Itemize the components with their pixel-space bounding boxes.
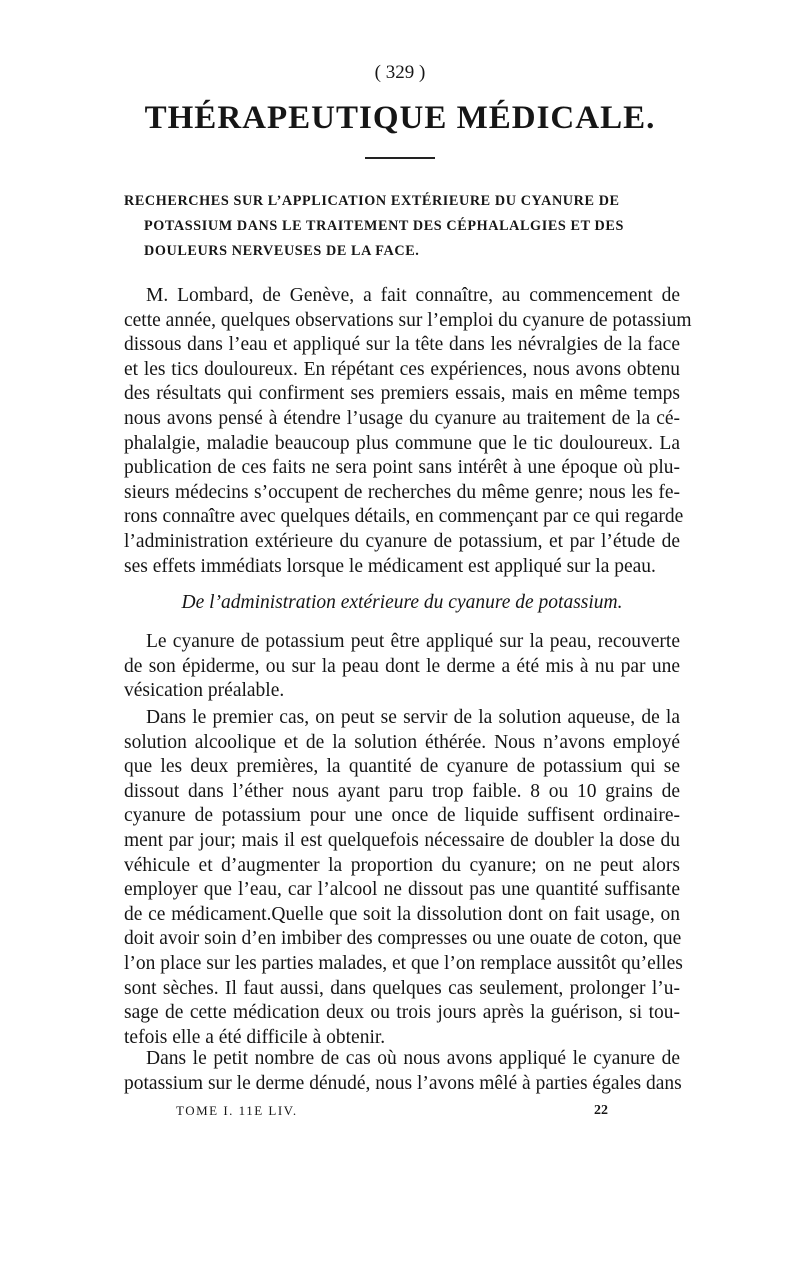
- text-line: rons connaître avec quelques détails, en commençant par ce qui regarde: [124, 506, 684, 528]
- text-line: nous avons pensé à étendre l’usage du cyanure au traitement de la cé-: [124, 407, 680, 429]
- text-line: véhicule et d’augmenter la proportion du cyanure; on ne peut alors: [124, 854, 680, 876]
- text-line: et les tics douloureux. En répétant ces expériences, nous avons obtenu: [124, 358, 680, 380]
- text-line: potassium sur le derme dénudé, nous l’avons mêlé à parties égales dans: [124, 1072, 682, 1094]
- page-number: ( 329 ): [374, 62, 426, 83]
- paragraph-solutions: [124, 706, 683, 1050]
- page-title: THÉRAPEUTIQUE MÉDICALE.: [144, 100, 656, 136]
- text-line: que les deux premières, la quantité de cyanure de potassium qui se: [124, 756, 680, 778]
- text-line: ses effets immédiats lorsque le médicament est appliqué sur la peau.: [124, 555, 656, 577]
- paragraph-derme: [124, 1047, 680, 1096]
- text-line: dissous dans l’eau et appliqué sur la tête dans les névralgies de la face: [124, 334, 680, 356]
- article-heading: [124, 189, 684, 264]
- article-heading-line: RECHERCHES SUR L’APPLICATION EXTÉRIEURE DU CYANURE DE: [124, 193, 620, 209]
- text-line: Dans le premier cas, on peut se servir de la solution aqueuse, de la: [146, 707, 680, 728]
- text-line: sont sèches. Il faut aussi, dans quelques cas seulement, prolonger l’u-: [124, 977, 680, 999]
- text-line: M. Lombard, de Genève, a fait connaître, au commencement de: [146, 285, 680, 306]
- text-line: l’on place sur les parties malades, et que l’on remplace aussitôt qu’elles: [124, 952, 683, 974]
- text-line: cette année, quelques observations sur l’emploi du cyanure de potassium: [124, 309, 692, 331]
- title-divider: [365, 157, 435, 159]
- text-line: employer que l’eau, car l’alcool ne dissout pas une quantité suffisante: [124, 879, 680, 901]
- article-heading-line: DOULEURS NERVEUSES DE LA FACE.: [144, 243, 420, 259]
- article-heading-line: POTASSIUM DANS LE TRAITEMENT DES CÉPHALALGIES ET DES: [144, 218, 624, 234]
- text-line: doit avoir soin d’en imbiber des compresses ou une ouate de coton, que: [124, 928, 682, 950]
- text-line: cyanure de potassium pour une once de liquide suffisent ordinaire-: [124, 805, 680, 827]
- paragraph-application: [124, 630, 680, 704]
- text-line: ment par jour; mais il est quelquefois nécessaire de doubler la dose du: [124, 829, 680, 851]
- text-line: Le cyanure de potassium peut être appliqué sur la peau, recouverte: [146, 631, 680, 652]
- text-line: Dans le petit nombre de cas où nous avons appliqué le cyanure de: [146, 1048, 680, 1069]
- text-line: l’administration extérieure du cyanure de potassium, et par l’étude de: [124, 530, 680, 552]
- text-line: sage de cette médication deux ou trois jours après la guérison, si tou-: [124, 1002, 680, 1024]
- signature-mark: TOME I. 11E LIV.: [176, 1103, 298, 1118]
- sheet-number: 22: [594, 1103, 608, 1118]
- section-heading: De l’administration extérieure du cyanure de potassium.: [181, 592, 623, 613]
- text-line: tefois elle a été difficile à obtenir.: [124, 1026, 386, 1048]
- text-line: publication de ces faits ne sera point sans intérêt à une époque où plu-: [124, 457, 680, 479]
- text-line: vésication préalable.: [124, 680, 285, 702]
- text-line: dissout dans l’éther nous ayant paru trop faible. 8 ou 10 grains de: [124, 780, 680, 802]
- text-line: des résultats qui confirment ses premiers essais, mais en même temps: [124, 383, 680, 405]
- text-line: de ce médicament.Quelle que soit la dissolution dont on fait usage, on: [124, 903, 680, 925]
- text-line: de son épiderme, ou sur la peau dont le derme a été mis à nu par une: [124, 655, 680, 677]
- text-line: solution alcoolique et de la solution éthérée. Nous n’avons employé: [124, 731, 680, 753]
- text-line: phalalgie, maladie beaucoup plus commune que le tic douloureux. La: [124, 432, 680, 454]
- paragraph-introduction: [124, 284, 692, 579]
- text-line: sieurs médecins s’occupent de recherches du même genre; nous les fe-: [124, 481, 680, 503]
